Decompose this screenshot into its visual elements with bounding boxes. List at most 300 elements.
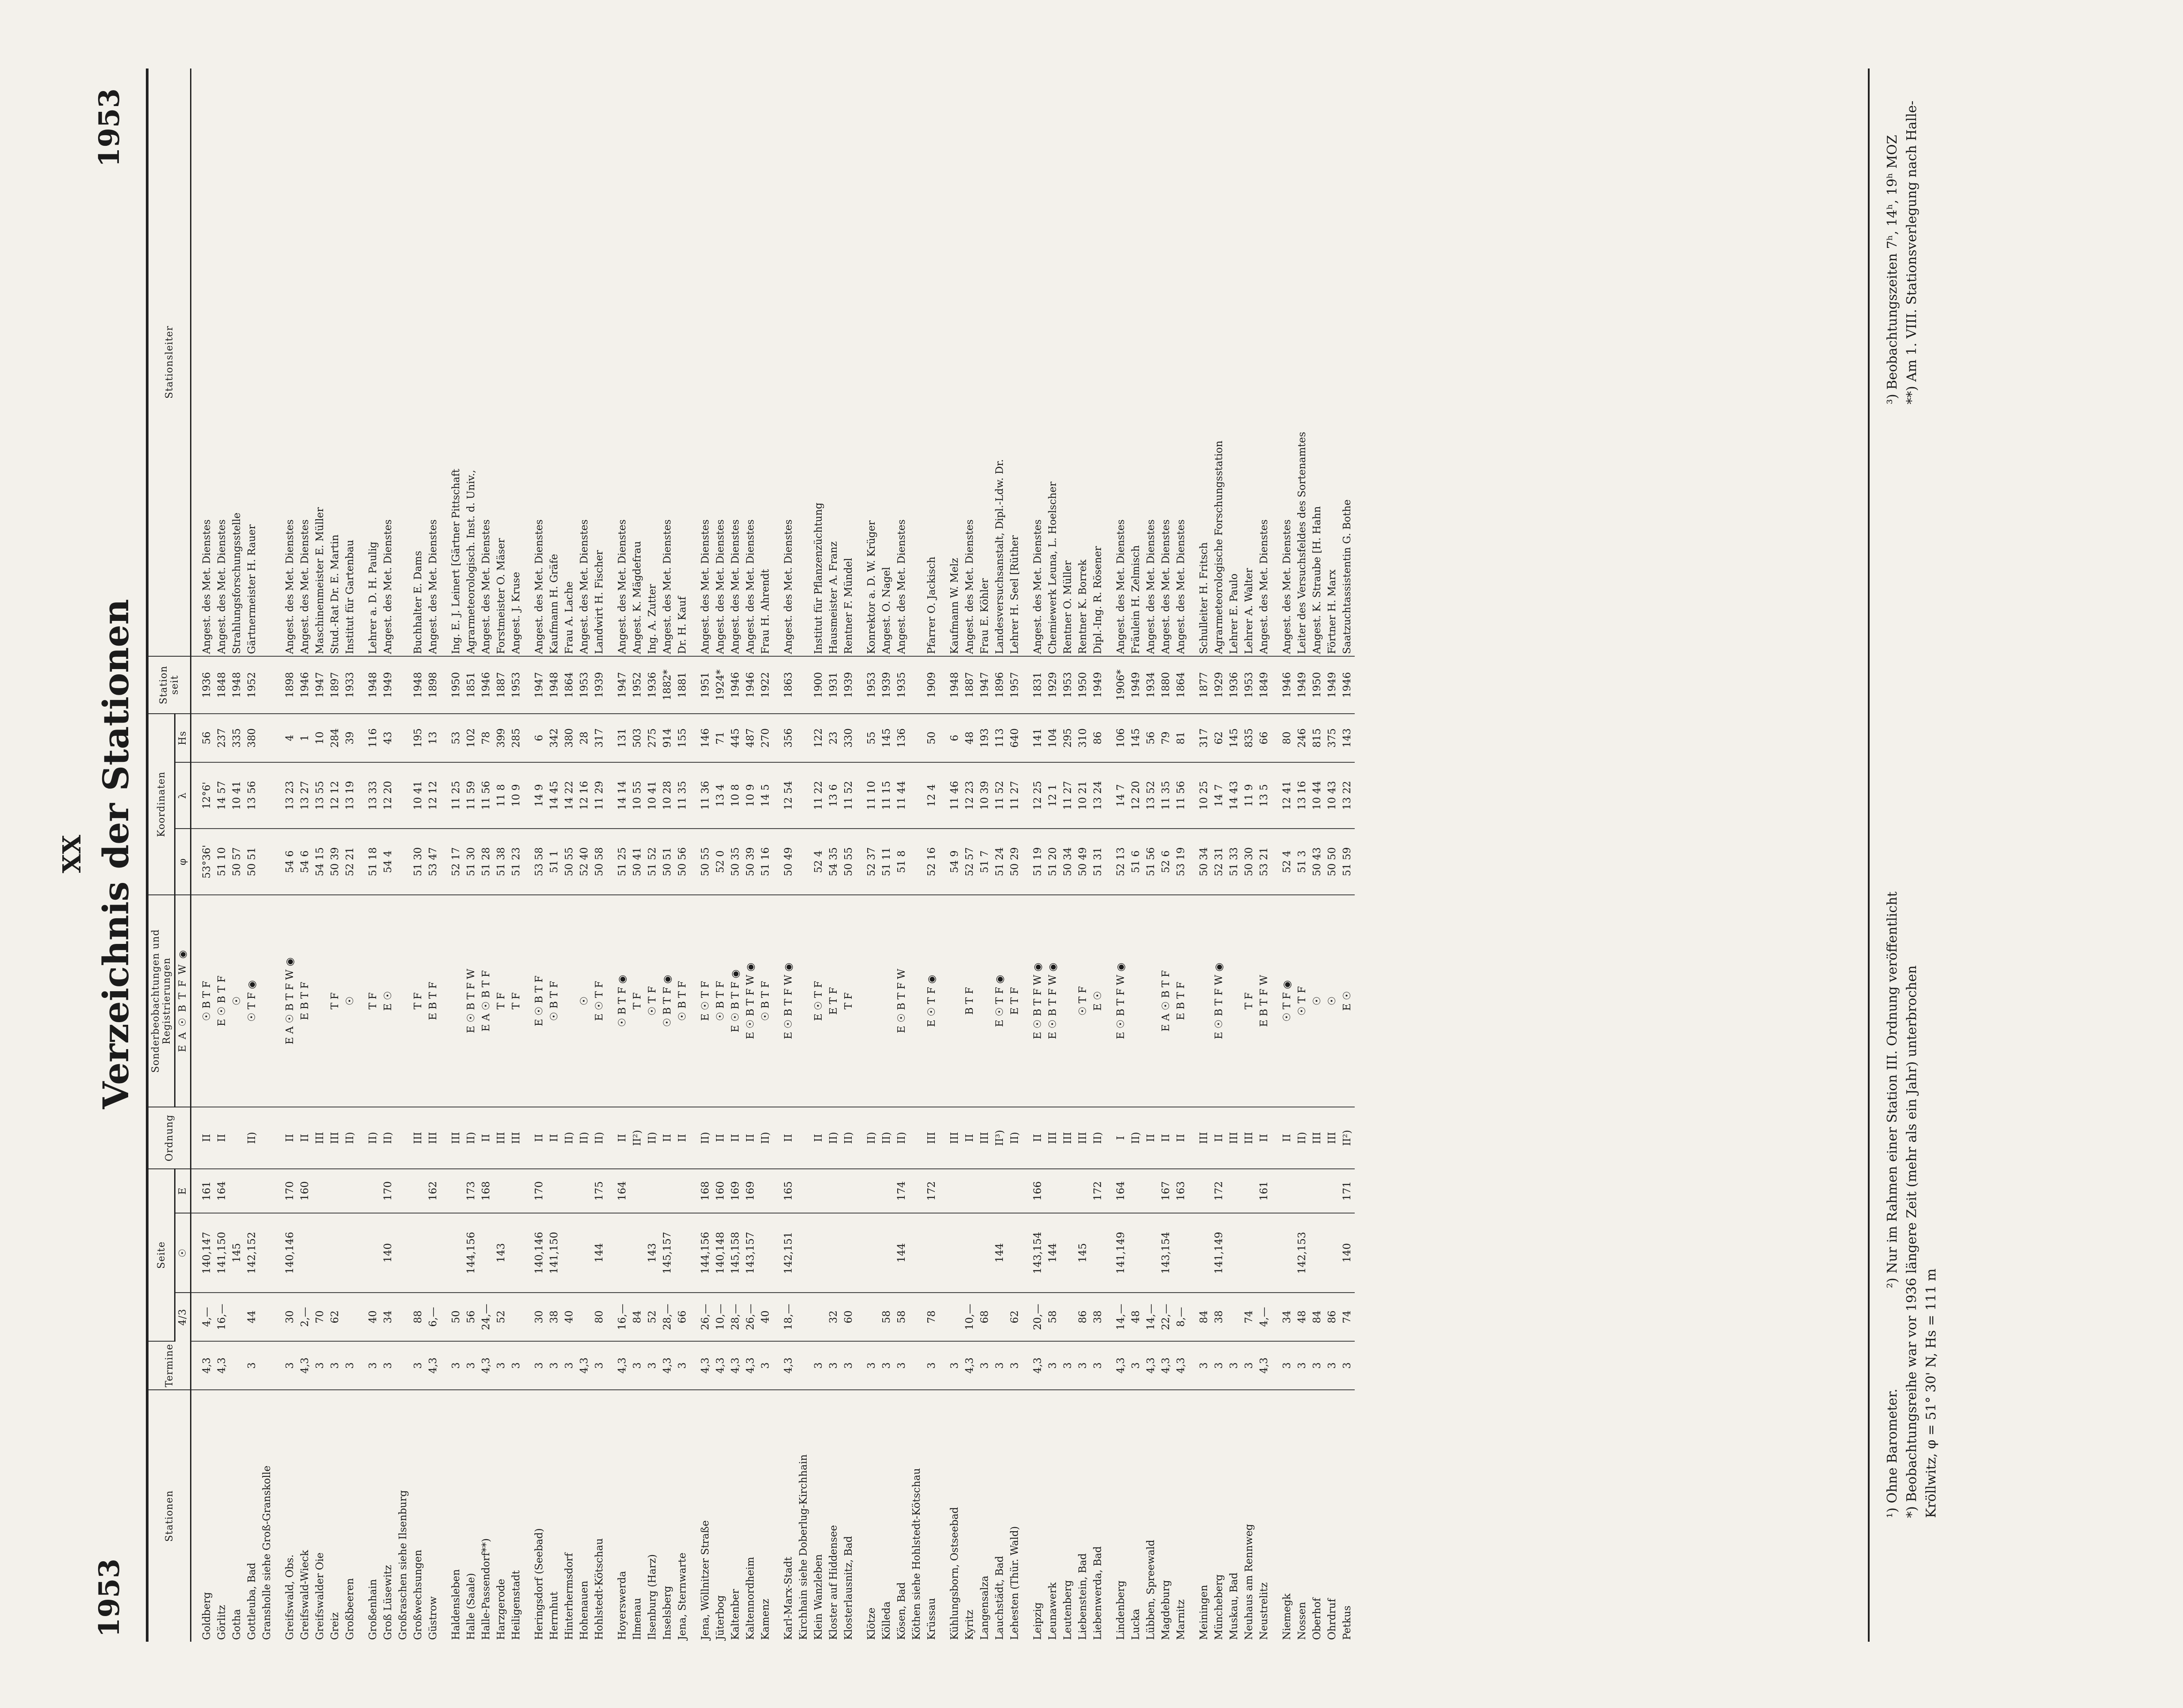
station-name: Halle (Saale) [465, 1573, 477, 1640]
seite-3-cell: 170 [381, 1169, 396, 1213]
station-name: Klötze [866, 1607, 877, 1640]
seite-3-cell [675, 1169, 690, 1213]
phi-cell: 51 30 [411, 829, 426, 895]
termine-cell: 3 [1060, 1341, 1075, 1390]
seite-2-cell [312, 1213, 328, 1293]
col-subheader-seite-2: ☉ [175, 1213, 191, 1293]
hs-cell: 43 [381, 714, 396, 762]
sonder-cell: E B T F [426, 895, 441, 1107]
sonder-cell: E T F [826, 895, 841, 1107]
station-seit-cell: 1929 [1045, 656, 1060, 714]
seite-3-cell: 175 [592, 1169, 607, 1213]
seite-2-cell [343, 1213, 358, 1293]
termine-cell: 3 [1340, 1341, 1355, 1390]
stationsleiter-cell: Rentner F. Mündel [841, 68, 856, 656]
col-subheader-hs: Hs [175, 714, 191, 762]
hs-cell: 48 [962, 714, 977, 762]
hs-cell: 330 [841, 714, 856, 762]
table-row [992, 68, 1007, 1642]
spacer-cell [1272, 762, 1280, 829]
stationsleiter-cell: Förtner H. Marx [1325, 68, 1340, 656]
seite-1-cell: 32 [826, 1293, 841, 1341]
lambda-cell: 14 22 [562, 762, 577, 829]
lambda-cell: 14 9 [532, 762, 547, 829]
stationsleiter-cell: Chemiewerk Leuna, L. Hoelscher [1045, 68, 1060, 656]
seite-1-cell [796, 1293, 811, 1341]
seite-3-cell [411, 1169, 426, 1213]
seite-2-cell [1257, 1213, 1272, 1293]
hs-cell: 102 [464, 714, 479, 762]
spacer-cell [690, 829, 698, 895]
stationsleiter-cell: Angest. des Met. Dienstes [577, 68, 592, 656]
stationsleiter-cell: Dipl.-Ing. R. Rösener [1090, 68, 1105, 656]
stationsleiter-cell: Buchhalter E. Dams [411, 68, 426, 656]
table-row [864, 68, 879, 1642]
seite-2-cell: 142,151 [781, 1213, 796, 1293]
stationsleiter-cell: Angest. des Met. Dienstes [1257, 68, 1272, 656]
table-row [1090, 68, 1105, 1642]
spacer-cell [773, 1169, 781, 1213]
station-seit-cell: 1946 [743, 656, 758, 714]
hs-cell: 116 [366, 714, 381, 762]
station-name: Karl-Marx-Stadt [783, 1556, 794, 1640]
table-row [479, 68, 494, 1642]
seite-2-cell: 141,150 [214, 1213, 229, 1293]
phi-cell: 50 39 [743, 829, 758, 895]
seite-1-cell: 16,— [615, 1293, 630, 1341]
hs-cell: 640 [1007, 714, 1022, 762]
phi-cell: 51 3 [1295, 829, 1310, 895]
hs-cell: 79 [1158, 714, 1173, 762]
termine-cell: 3 [645, 1341, 660, 1390]
year-right: 1953 [93, 88, 126, 167]
termine-cell: 3 [826, 1341, 841, 1390]
station-seit-cell: 1887 [962, 656, 977, 714]
seite-2-cell [1090, 1213, 1105, 1293]
col-subheader-lambda: λ [175, 762, 191, 829]
footnotes [1883, 68, 1941, 1642]
footnote-1: ¹) Ohne Barometer. [1885, 1388, 1900, 1518]
station-name: Kaltenber [730, 1589, 741, 1640]
spacer-cell [441, 1293, 449, 1341]
spacer-cell [690, 68, 698, 656]
spacer-cell [191, 1213, 200, 1293]
seite-2-cell [879, 1213, 894, 1293]
phi-cell: 51 1 [547, 829, 562, 895]
seite-3-cell [366, 1169, 381, 1213]
termine-cell: 3 [1227, 1341, 1242, 1390]
sonder-cell: E A ☉ B T F [1158, 895, 1173, 1107]
seite-1-cell [1227, 1293, 1242, 1341]
seite-2-cell [297, 1213, 312, 1293]
table-row [464, 68, 479, 1642]
stationsleiter-cell: Dr. H. Kauf [675, 68, 690, 656]
stationsleiter-cell: Lehrer a. D. H. Paulig [366, 68, 381, 656]
seite-3-cell: 172 [1212, 1169, 1227, 1213]
ordnung-cell: II [811, 1107, 826, 1169]
stationsleiter-cell: Fräulein H. Zelmisch [1128, 68, 1143, 656]
termine-cell: 3 [509, 1341, 524, 1390]
seite-3-cell [494, 1169, 509, 1213]
seite-1-cell: 40 [562, 1293, 577, 1341]
spacer-cell [1189, 68, 1196, 656]
lambda-cell: 10 9 [743, 762, 758, 829]
spacer-cell [1105, 656, 1113, 714]
seite-2-cell: 143 [494, 1213, 509, 1293]
seite-2-cell [947, 1213, 962, 1293]
phi-cell: 51 16 [758, 829, 773, 895]
seite-2-cell: 145 [229, 1213, 244, 1293]
sonder-cell: E A ☉ B T F W ◉ [282, 895, 297, 1107]
phi-cell: 51 20 [1045, 829, 1060, 895]
hs-cell: 380 [244, 714, 259, 762]
phi-cell [796, 829, 811, 895]
stationsleiter-cell: Rentner O. Müller [1060, 68, 1075, 656]
station-name: Kirchhain siehe Doberlug-Kirchhain [798, 1454, 809, 1640]
seite-2-cell [909, 1213, 924, 1293]
table-row [214, 68, 229, 1642]
seite-3-cell: 164 [214, 1169, 229, 1213]
seite-3-cell: 161 [199, 1169, 214, 1213]
hs-cell: 113 [992, 714, 1007, 762]
spacer-cell [191, 1390, 200, 1642]
phi-cell [259, 829, 274, 895]
spacer-cell [773, 762, 781, 829]
lambda-cell: 13 33 [366, 762, 381, 829]
table-row [562, 68, 577, 1642]
spacer-cell [690, 1107, 698, 1169]
lambda-cell: 11 27 [1007, 762, 1022, 829]
phi-cell: 53 21 [1257, 829, 1272, 895]
seite-1-cell: 52 [645, 1293, 660, 1341]
lambda-cell: 11 56 [479, 762, 494, 829]
station-seit-cell: 1924* [713, 656, 728, 714]
station-name: Liebenstein, Bad [1077, 1553, 1089, 1640]
ordnung-cell: III [977, 1107, 992, 1169]
seite-1-cell: 68 [977, 1293, 992, 1341]
spacer-cell [1189, 1293, 1196, 1341]
seite-2-cell [396, 1213, 411, 1293]
seite-2-cell: 145 [1075, 1213, 1090, 1293]
table-row [328, 68, 343, 1642]
seite-1-cell: 50 [449, 1293, 464, 1341]
station-name: Lehesten (Thür. Wald) [1009, 1526, 1021, 1640]
termine-cell: 4,3 [615, 1341, 630, 1390]
phi-cell: 52 4 [1280, 829, 1295, 895]
spacer-cell [1189, 1341, 1196, 1390]
sonder-cell: T F [630, 895, 645, 1107]
group-spacer [1189, 68, 1196, 1642]
stationsleiter-cell: Angest. des Met. Dienstes [214, 68, 229, 656]
termine-cell: 3 [494, 1341, 509, 1390]
sonder-symbol: A [177, 1031, 188, 1039]
seite-1-cell [229, 1293, 244, 1341]
table-row [1325, 68, 1340, 1642]
spacer-cell [358, 1390, 366, 1642]
station-name: Greifswald-Wieck [299, 1550, 311, 1640]
phi-cell: 53°36' [199, 829, 214, 895]
hs-cell: 143 [1340, 714, 1355, 762]
spacer-cell [191, 829, 200, 895]
termine-cell: 4,3 [713, 1341, 728, 1390]
spacer-cell [1105, 895, 1113, 1107]
station-seit-cell: 1950 [449, 656, 464, 714]
sonder-cell [1227, 895, 1242, 1107]
station-seit-cell: 1947 [977, 656, 992, 714]
stationsleiter-cell: Angest. des Met. Dienstes [381, 68, 396, 656]
termine-cell: 3 [411, 1341, 426, 1390]
hs-cell [796, 714, 811, 762]
spacer-cell [773, 1390, 781, 1642]
stationsleiter-cell: Angest. des Met. Dienstes [199, 68, 214, 656]
ordnung-cell: III [1227, 1107, 1242, 1169]
lambda-cell: 14 43 [1227, 762, 1242, 829]
station-seit-cell: 1896 [992, 656, 1007, 714]
station-seit-cell: 1897 [328, 656, 343, 714]
spacer-cell [856, 829, 864, 895]
lambda-cell: 11 8 [494, 762, 509, 829]
spacer-cell [773, 829, 781, 895]
hs-cell: 71 [713, 714, 728, 762]
spacer-cell [939, 1341, 947, 1390]
phi-cell: 54 6 [282, 829, 297, 895]
station-seit-cell: 1929 [1212, 656, 1227, 714]
hs-cell: 136 [894, 714, 909, 762]
seite-3-cell [259, 1169, 274, 1213]
spacer-cell [358, 895, 366, 1107]
hs-cell: 310 [1075, 714, 1090, 762]
spacer-cell [1189, 714, 1196, 762]
station-name: Leunawerk [1047, 1582, 1059, 1640]
stationsleiter-cell: Angest. des Met. Dienstes [698, 68, 713, 656]
station-seit-cell [396, 656, 411, 714]
seite-1-cell: 84 [1196, 1293, 1212, 1341]
spacer-cell [939, 714, 947, 762]
spacer-cell [191, 1107, 200, 1169]
ordnung-cell: II) [1007, 1107, 1022, 1169]
phi-cell: 53 47 [426, 829, 441, 895]
seite-3-cell: 163 [1173, 1169, 1189, 1213]
termine-cell: 3 [1128, 1341, 1143, 1390]
hs-cell: 104 [1045, 714, 1060, 762]
hs-cell: 275 [645, 714, 660, 762]
spacer-cell [358, 1213, 366, 1293]
station-name: Heringsdorf (Seebad) [533, 1528, 545, 1640]
seite-3-cell: 170 [532, 1169, 547, 1213]
hs-cell: 270 [758, 714, 773, 762]
seite-2-cell [924, 1213, 939, 1293]
lambda-cell: 11 9 [1242, 762, 1257, 829]
spacer-cell [1105, 1341, 1113, 1390]
stationsleiter-cell: Pfarrer O. Jackisch [924, 68, 939, 656]
seite-2-cell [864, 1213, 879, 1293]
ordnung-cell: III [947, 1107, 962, 1169]
spacer-cell [274, 1390, 282, 1642]
sonder-cell: ☉ B T F [675, 895, 690, 1107]
ordnung-cell: II) [1128, 1107, 1143, 1169]
station-name: Ilsenburg (Harz) [647, 1554, 658, 1640]
ordnung-cell [259, 1107, 274, 1169]
seite-1-cell: 44 [244, 1293, 259, 1341]
station-seit-cell: 1936 [645, 656, 660, 714]
seite-3-cell [1295, 1169, 1310, 1213]
sonder-cell: E ☉ B T F W ◉ [781, 895, 796, 1107]
termine-cell: 3 [630, 1341, 645, 1390]
lambda-cell: 11 52 [841, 762, 856, 829]
seite-3-cell [1075, 1169, 1090, 1213]
seite-3-cell: 164 [615, 1169, 630, 1213]
seite-2-cell: 140 [1340, 1213, 1355, 1293]
station-seit-cell: 1851 [464, 656, 479, 714]
table-row [577, 68, 592, 1642]
seite-1-cell: 80 [592, 1293, 607, 1341]
termine-cell: 3 [879, 1341, 894, 1390]
spacer-cell [690, 1341, 698, 1390]
seite-3-cell [562, 1169, 577, 1213]
table-row [758, 68, 773, 1642]
seite-2-cell [796, 1213, 811, 1293]
sonder-cell [449, 895, 464, 1107]
seite-3-cell [343, 1169, 358, 1213]
table-row [1212, 68, 1227, 1642]
phi-cell: 51 59 [1340, 829, 1355, 895]
lambda-cell: 10 8 [728, 762, 743, 829]
termine-cell: 3 [675, 1341, 690, 1390]
hs-cell: 4 [282, 714, 297, 762]
spacer-cell [274, 829, 282, 895]
sonder-cell: ☉ T F ◉ [244, 895, 259, 1107]
group-spacer [524, 68, 532, 1642]
spacer-cell [1189, 829, 1196, 895]
phi-cell: 53 19 [1173, 829, 1189, 895]
page-number-roman: XX [57, 835, 87, 873]
seite-1-cell: 40 [758, 1293, 773, 1341]
phi-cell: 50 29 [1007, 829, 1022, 895]
ordnung-cell: II [1030, 1107, 1045, 1169]
spacer-cell [191, 895, 200, 1107]
ordnung-cell: II [1158, 1107, 1173, 1169]
station-name: Krüssau [926, 1598, 937, 1640]
spacer-cell [274, 1293, 282, 1341]
sonder-cell [977, 895, 992, 1107]
spacer-cell [524, 829, 532, 895]
hs-cell: 285 [509, 714, 524, 762]
seite-1-cell [396, 1293, 411, 1341]
phi-cell: 50 57 [229, 829, 244, 895]
sonder-cell: E ☉ B T F W ◉ [743, 895, 758, 1107]
seite-3-cell [1227, 1169, 1242, 1213]
spacer-cell [1105, 68, 1113, 656]
station-name: Neuhaus am Rennweg [1243, 1524, 1255, 1640]
hs-cell: 195 [411, 714, 426, 762]
ordnung-cell: III [1075, 1107, 1090, 1169]
sonder-cell: ☉ [229, 895, 244, 1107]
station-name: Ilmenau [632, 1598, 643, 1640]
ordnung-cell: II [1212, 1107, 1227, 1169]
sonder-cell [909, 895, 924, 1107]
phi-cell: 50 43 [1310, 829, 1325, 895]
station-name: Kölleda [881, 1601, 892, 1640]
table-row [343, 68, 358, 1642]
seite-1-cell [509, 1293, 524, 1341]
seite-3-cell: 166 [1030, 1169, 1045, 1213]
stationsleiter-cell: Frau A. Lache [562, 68, 577, 656]
seite-3-cell [909, 1169, 924, 1213]
spacer-cell [441, 714, 449, 762]
phi-cell: 51 7 [977, 829, 992, 895]
hs-cell: 86 [1090, 714, 1105, 762]
seite-1-cell: 26,— [698, 1293, 713, 1341]
table-row [1280, 68, 1295, 1642]
station-name: Jüterbog [715, 1595, 726, 1640]
sonder-cell: E ☉ B T F W ◉ [1045, 895, 1060, 1107]
table-row [426, 68, 441, 1642]
spacer-cell [441, 895, 449, 1107]
hs-cell: 487 [743, 714, 758, 762]
station-name: Goldberg [201, 1592, 213, 1640]
spacer-cell [939, 656, 947, 714]
seite-3-cell: 162 [426, 1169, 441, 1213]
seite-1-cell: 88 [411, 1293, 426, 1341]
seite-3-cell [1280, 1169, 1295, 1213]
spacer-cell [856, 68, 864, 656]
ordnung-cell: II) [343, 1107, 358, 1169]
phi-cell: 54 35 [826, 829, 841, 895]
stationsleiter-cell: Lehrer E. Paulo [1227, 68, 1242, 656]
spacer-cell [607, 1341, 615, 1390]
spacer-cell [1022, 762, 1030, 829]
sonder-cell: E ☉ B T F [214, 895, 229, 1107]
station-seit-cell: 1949 [1295, 656, 1310, 714]
hs-cell [909, 714, 924, 762]
lambda-cell: 10 41 [411, 762, 426, 829]
phi-cell: 51 6 [1128, 829, 1143, 895]
station-seit-cell: 1949 [381, 656, 396, 714]
sonder-cell: E B T F [1173, 895, 1189, 1107]
station-name: Hohlstedt-Kötschau [594, 1538, 605, 1640]
station-name: Petkus [1341, 1605, 1353, 1640]
station-name: Großwechsungen [412, 1549, 424, 1640]
lambda-cell: 10 55 [630, 762, 645, 829]
seite-2-cell [1128, 1213, 1143, 1293]
seite-1-cell: 14,— [1143, 1293, 1158, 1341]
station-name: Großraschen siehe Ilsenburg [397, 1490, 409, 1640]
spacer-cell [1022, 656, 1030, 714]
spacer-cell [524, 1169, 532, 1213]
lambda-cell: 10 28 [660, 762, 675, 829]
sonder-cell: E ☉ B T F W [464, 895, 479, 1107]
table-row [381, 68, 396, 1642]
hs-cell: 503 [630, 714, 645, 762]
spacer-cell [1189, 762, 1196, 829]
phi-cell: 51 19 [1030, 829, 1045, 895]
seite-1-cell [343, 1293, 358, 1341]
phi-cell: 54 4 [381, 829, 396, 895]
hs-cell: 317 [592, 714, 607, 762]
phi-cell: 50 34 [1060, 829, 1075, 895]
spacer-cell [1272, 1341, 1280, 1390]
seite-1-cell: 28,— [728, 1293, 743, 1341]
spacer-cell [274, 1107, 282, 1169]
seite-1-cell: 6,— [426, 1293, 441, 1341]
ordnung-cell: II) [698, 1107, 713, 1169]
seite-1-cell: 34 [381, 1293, 396, 1341]
col-subheader-seite-3: E [175, 1169, 191, 1213]
seite-3-cell: 161 [1257, 1169, 1272, 1213]
seite-2-cell [811, 1213, 826, 1293]
ordnung-cell: III [1242, 1107, 1257, 1169]
group-spacer [274, 68, 282, 1642]
